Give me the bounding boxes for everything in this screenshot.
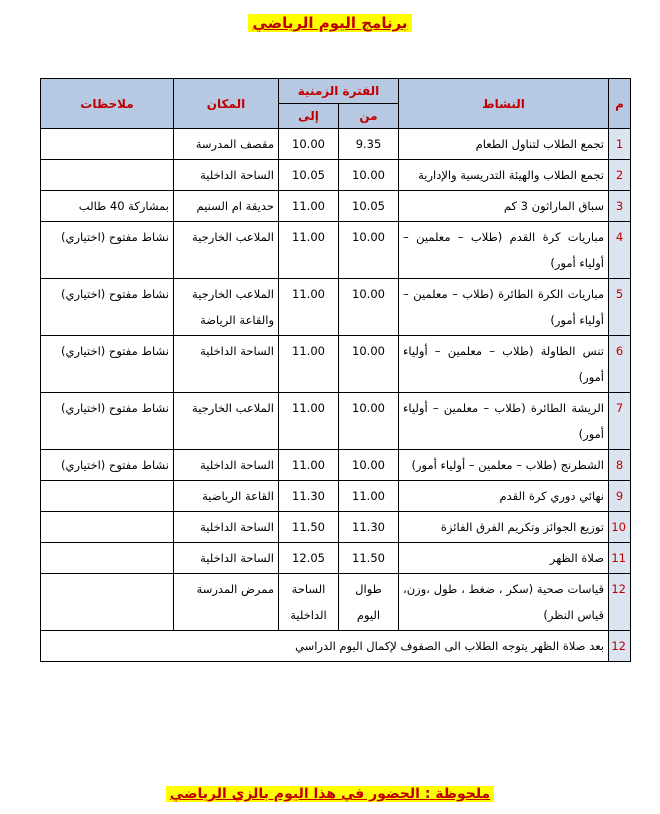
header-from: من [339, 104, 399, 129]
row-notes [41, 481, 174, 512]
row-time-to: 11.00 [279, 393, 339, 450]
row-notes: بمشاركة 40 طالب [41, 191, 174, 222]
table-row [41, 393, 631, 450]
row-time-to: 10.00 [279, 129, 339, 160]
row-time-to: 11.00 [279, 191, 339, 222]
row-activity: الريشة الطائرة (طلاب – معلمين – أولياء أمور) [399, 393, 609, 450]
row-place: القاعة الرياضية [174, 481, 279, 512]
table-row [41, 129, 631, 160]
schedule-table [40, 78, 631, 662]
row-notes: نشاط مفتوح (اختياري) [41, 222, 174, 279]
row-place: الساحة الداخلية [174, 336, 279, 393]
row-notes [41, 160, 174, 191]
row-activity: قياسات صحية (سكر ، ضغط ، طول ،وزن، قياس النظر) [399, 574, 609, 631]
row-num: 9 [609, 481, 631, 512]
row-activity: مباريات الكرة الطائرة (طلاب – معلمين – أولياء أمور) [399, 279, 609, 336]
row-time-from: 9.35 [339, 129, 399, 160]
row-activity: مباريات كرة القدم (طلاب – معلمين – أولياء أمور) [399, 222, 609, 279]
row-time-to: 11.00 [279, 222, 339, 279]
row-place: الساحة الداخلية [174, 450, 279, 481]
row-notes: نشاط مفتوح (اختياري) [41, 393, 174, 450]
row-num: 6 [609, 336, 631, 393]
row-notes: نشاط مفتوح (اختياري) [41, 336, 174, 393]
row-notes: نشاط مفتوح (اختياري) [41, 279, 174, 336]
table-row [41, 222, 631, 279]
table-row [41, 512, 631, 543]
row-place: ممرض المدرسة [174, 574, 279, 631]
row-activity: توزيع الجوائز وتكريم الفرق الفائزة [399, 512, 609, 543]
row-time-from: 10.00 [339, 393, 399, 450]
row-activity: صلاة الظهر [399, 543, 609, 574]
header-num: م [609, 79, 631, 129]
row-time-from: 10.00 [339, 279, 399, 336]
row-time-from: 10.00 [339, 222, 399, 279]
header-activity: النشاط [399, 79, 609, 129]
row-num: 8 [609, 450, 631, 481]
header-notes: ملاحظات [41, 79, 174, 129]
row-num: 4 [609, 222, 631, 279]
row-time-to: 12.05 [279, 543, 339, 574]
row-time-to: 11.00 [279, 450, 339, 481]
table-row [41, 543, 631, 574]
row-notes [41, 129, 174, 160]
row-place: الساحة الداخلية [174, 512, 279, 543]
row-activity: سباق الماراثون 3 كم [399, 191, 609, 222]
row-activity: تجمع الطلاب والهيئة التدريسية والإدارية [399, 160, 609, 191]
row-num: 11 [609, 543, 631, 574]
table-row [41, 191, 631, 222]
row-time-to: الساحة الداخلية [279, 574, 339, 631]
final-row-text: بعد صلاة الظهر يتوجه الطلاب الى الصفوف لإكمال اليوم الدراسي [41, 631, 609, 662]
table-row [41, 450, 631, 481]
row-place: الساحة الداخلية [174, 543, 279, 574]
row-num: 1 [609, 129, 631, 160]
row-time-from: 11.00 [339, 481, 399, 512]
row-time-to: 11.30 [279, 481, 339, 512]
row-notes: نشاط مفتوح (اختياري) [41, 450, 174, 481]
row-num: 12 [609, 574, 631, 631]
row-time-to: 11.50 [279, 512, 339, 543]
row-time-to: 11.00 [279, 279, 339, 336]
row-activity: تنس الطاولة (طلاب – معلمين – أولياء أمور) [399, 336, 609, 393]
row-time-to: 10.05 [279, 160, 339, 191]
row-activity: نهائي دوري كرة القدم [399, 481, 609, 512]
row-place: الملاعب الخارجية [174, 393, 279, 450]
row-notes [41, 543, 174, 574]
table-row [41, 336, 631, 393]
row-num: 2 [609, 160, 631, 191]
row-notes [41, 574, 174, 631]
header-to: إلى [279, 104, 339, 129]
row-time-from: 11.50 [339, 543, 399, 574]
row-notes [41, 512, 174, 543]
header-period: الفترة الزمنية [279, 79, 399, 104]
row-time-from: 11.30 [339, 512, 399, 543]
row-num: 7 [609, 393, 631, 450]
table-row [41, 481, 631, 512]
row-place: الملاعب الخارجية والقاعة الرياضة [174, 279, 279, 336]
row-activity: تجمع الطلاب لتناول الطعام [399, 129, 609, 160]
final-row-num: 12 [609, 631, 631, 662]
header-place: المكان [174, 79, 279, 129]
row-time-from: 10.00 [339, 336, 399, 393]
row-place: الساحة الداخلية [174, 160, 279, 191]
row-activity: الشطرنج (طلاب – معلمين – أولياء أمور) [399, 450, 609, 481]
footer-note: ملحوظة : الحضور في هذا اليوم بالزي الرياضي [0, 786, 660, 802]
table-row [41, 160, 631, 191]
table-row [41, 279, 631, 336]
row-time-from: 10.00 [339, 160, 399, 191]
row-place: حديقة ام السنيم [174, 191, 279, 222]
row-place: مقصف المدرسة [174, 129, 279, 160]
row-num: 3 [609, 191, 631, 222]
row-num: 10 [609, 512, 631, 543]
row-place: الملاعب الخارجية [174, 222, 279, 279]
row-num: 5 [609, 279, 631, 336]
row-time-to: 11.00 [279, 336, 339, 393]
page-title: برنامج اليوم الرياضي [0, 14, 660, 32]
row-time-from: طوال اليوم [339, 574, 399, 631]
row-time-from: 10.00 [339, 450, 399, 481]
table-row [41, 574, 631, 631]
row-time-from: 10.05 [339, 191, 399, 222]
